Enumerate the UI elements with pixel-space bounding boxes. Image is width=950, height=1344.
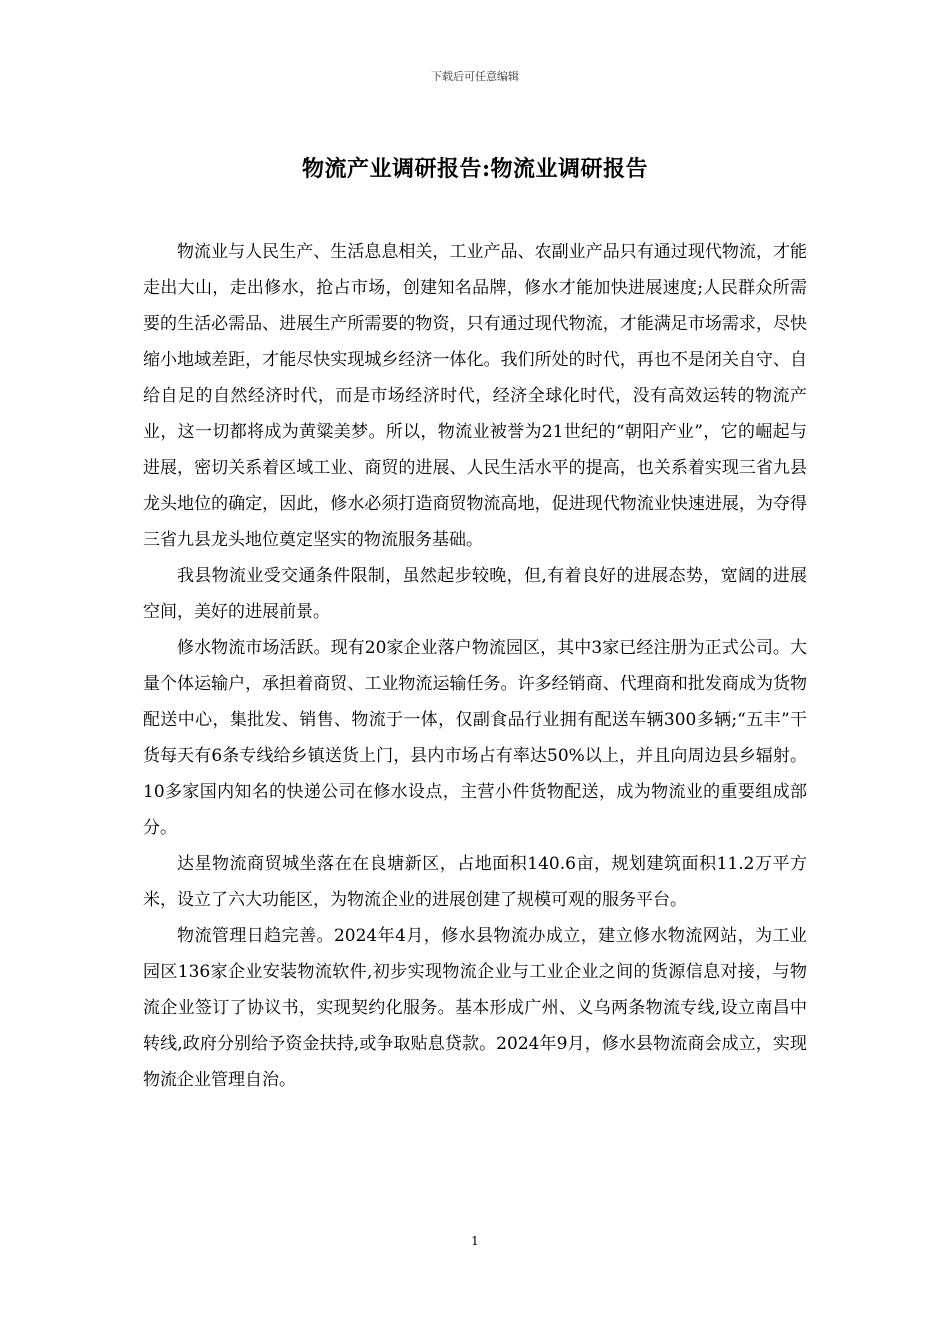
document-body bbox=[143, 234, 807, 1098]
document-title: 物流产业调研报告:物流业调研报告 bbox=[301, 156, 649, 182]
paragraph: 物流业与人民生产、生活息息相关，工业产品、农副业产品只有通过现代物流，才能走出大山，走出修水，抢占市场，创建知名品牌，修水才能加快进展速度;人民群众所需要的生活必需品、进展生产所需要的物资，只有通过现代物流，才能满足市场需求，尽快缩小地域差距，才能尽快实现城乡经济一体化。我们所处的时代，再也不是闭关自守、自给自足的自然经济时代，而是市场经济时代，经济全球化时代，没有高效运转的物流产业，这一切都将成为黄粱美梦。所以，物流业被誉为21世纪的“朝阳产业”，它的崛起与进展，密切关系着区域工业、商贸的进展、人民生活水平的提高，也关系着实现三省九县龙头地位的确定，因此，修水必须打造商贸物流高地，促进现代物流业快速进展，为夺得三省九县龙头地位奠定坚实的物流服务基础。 bbox=[143, 242, 807, 550]
header-note: 下载后可任意编辑 bbox=[431, 70, 519, 83]
paragraph: 我县物流业受交通条件限制，虽然起步较晚，但,有着良好的进展态势，宽阔的进展空间，美好的进展前景。 bbox=[143, 566, 807, 622]
paragraph: 物流管理日趋完善。2024年4月，修水县物流办成立，建立修水物流网站，为工业园区136家企业安装物流软件,初步实现物流企业与工业企业之间的货源信息对接，与物流企业签订了协议书，实现契约化服务。基本形成广州、义乌两条物流专线,设立南昌中转线,政府分别给予资金扶持,或争取贴息贷款。2024年9月，修水县物流商会成立，实现物流企业管理自治。 bbox=[143, 926, 807, 1090]
page-number: 1 bbox=[471, 1234, 479, 1248]
paragraph: 达星物流商贸城坐落在在良塘新区，占地面积140.6亩，规划建筑面积11.2万平方米，设立了六大功能区，为物流企业的进展创建了规模可观的服务平台。 bbox=[143, 854, 807, 910]
paragraph: 修水物流市场活跃。现有20家企业落户物流园区，其中3家已经注册为正式公司。大量个体运输户，承担着商贸、工业物流运输任务。许多经销商、代理商和批发商成为货物配送中心，集批发、销售、物流于一体，仅副食品行业拥有配送车辆300多辆;“五丰”干货每天有6条专线给乡镇送货上门，县内市场占有率达50%以上，并且向周边县乡辐射。10多家国内知名的快递公司在修水设点，主营小件货物配送，成为物流业的重要组成部分。 bbox=[143, 638, 807, 838]
